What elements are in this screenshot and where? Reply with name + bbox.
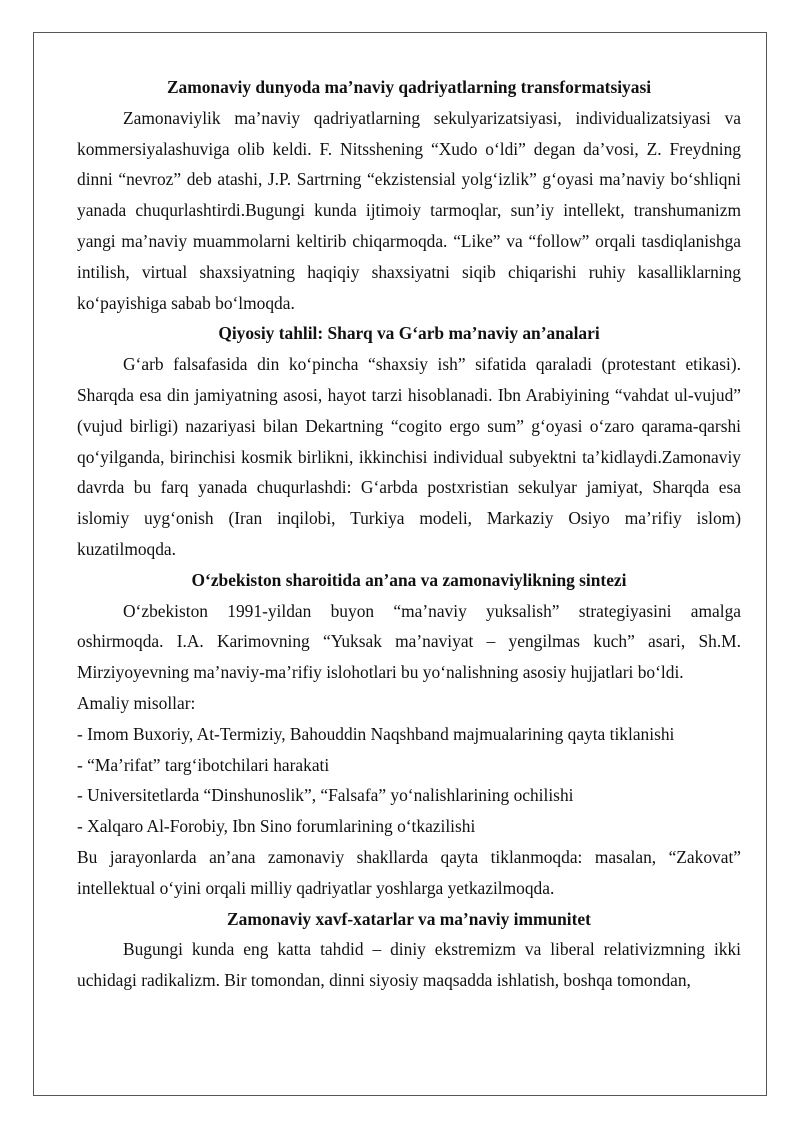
section-paragraph: O‘zbekiston 1991-yildan buyon “ma’naviy yuksalish” strategiyasini amalga oshirmoqda. I.A. Karimovning “Yuksak ma’naviyat – yengilmas kuch” asari, Sh.M. Mirziyoyevning ma’naviy-ma’rifiy islohotlari bu yo‘nalishning asosiy hujjatlari bo‘ldi. <box>77 600 741 683</box>
list-item: - Universitetlarda “Dinshunoslik”, “Falsafa” yo‘nalishlarining ochilishi <box>77 785 574 806</box>
closing-paragraph: Bu jarayonlarda an’ana zamonaviy shakllarda qayta tiklanmoqda: masalan, “Zakovat” intellektual o‘yini orqali milliy qadriyatlar yoshlarga yetkazilmoqda. <box>77 846 741 898</box>
section-comparative-analysis <box>77 318 741 564</box>
section-title: Zamonaviy dunyoda ma’naviy qadriyatlarning transformatsiyasi <box>166 77 652 97</box>
list-item: - “Ma’rifat” targ‘ibotchilari harakati <box>77 754 330 775</box>
section-transformation <box>77 72 741 318</box>
list-heading: Amaliy misollar: <box>77 692 196 713</box>
document-body <box>77 72 741 996</box>
section-title: O‘zbekiston sharoitida an’ana va zamonaviylikning sintezi <box>191 569 627 590</box>
list-item: - Imom Buxoriy, At-Termiziy, Bahouddin Naqshband majmualarining qayta tiklanishi <box>77 723 675 744</box>
section-uzbekistan-synthesis <box>77 565 741 904</box>
section-paragraph: Zamonaviylik ma’naviy qadriyatlarning sekulyarizatsiyasi, individualizatsiyasi va kommersiyalashuviga olib keldi. F. Nitsshening “Xudo o‘ldi” degan da’vosi, Z. Freydning dinni “nevroz” deb atashi, J.P. Sartrning “ekzistensial yolg‘izlik” g‘oyasi ma’naviy bo‘shliqni yanada chuqurlashtirdi.Bugungi kunda ijtimoiy tarmoqlar, sun’iy intellekt, transhumanizm yangi ma’naviy muammolarni keltirib chiqarmoqda. “Like” va “follow” orqali tasdiqlanishga intilish, virtual shaxsiyatning haqiqiy shaxsiyatni siqib chiqarishi ruhiy kasalliklarning ko‘payishiga sabab bo‘lmoqda. <box>77 107 741 313</box>
section-paragraph: G‘arb falsafasida din ko‘pincha “shaxsiy ish” sifatida qaraladi (protestant etikasi). Sharqda esa din jamiyatning asosi, hayot tarzi hisoblanadi. Ibn Arabiyining “vahdat ul-vujud” (vujud birligi) nazariyasi bilan Dekartning “cogito ergo sum” g‘oyasi o‘zaro qarama-qarshi qo‘yilganda, birinchisi kosmik birlikni, ikkinchisi individual subyektni ta’kidlaydi.Zamonaviy davrda bu farq yanada chuqurlashdi: G‘arbda postxristian sekulyar jamiyat, Sharqda esa islomiy uyg‘onish (Iran inqilobi, Turkiya modeli, Markaziy Osiyo ma’rifiy islom) kuzatilmoqda. <box>77 354 741 559</box>
section-paragraph: Bugungi kunda eng katta tahdid – diniy ekstremizm va liberal relativizmning ikki uchidagi radikalizm. Bir tomondan, dinni siyosiy maqsadda ishlatish, boshqa tomondan, <box>77 939 741 991</box>
section-threats-immunity <box>77 904 741 996</box>
list-item: - Xalqaro Al-Forobiy, Ibn Sino forumlarining o‘tkazilishi <box>77 816 476 837</box>
section-title: Zamonaviy xavf-xatarlar va ma’naviy immunitet <box>227 908 591 929</box>
section-title: Qiyosiy tahlil: Sharq va G‘arb ma’naviy an’analari <box>218 323 600 344</box>
